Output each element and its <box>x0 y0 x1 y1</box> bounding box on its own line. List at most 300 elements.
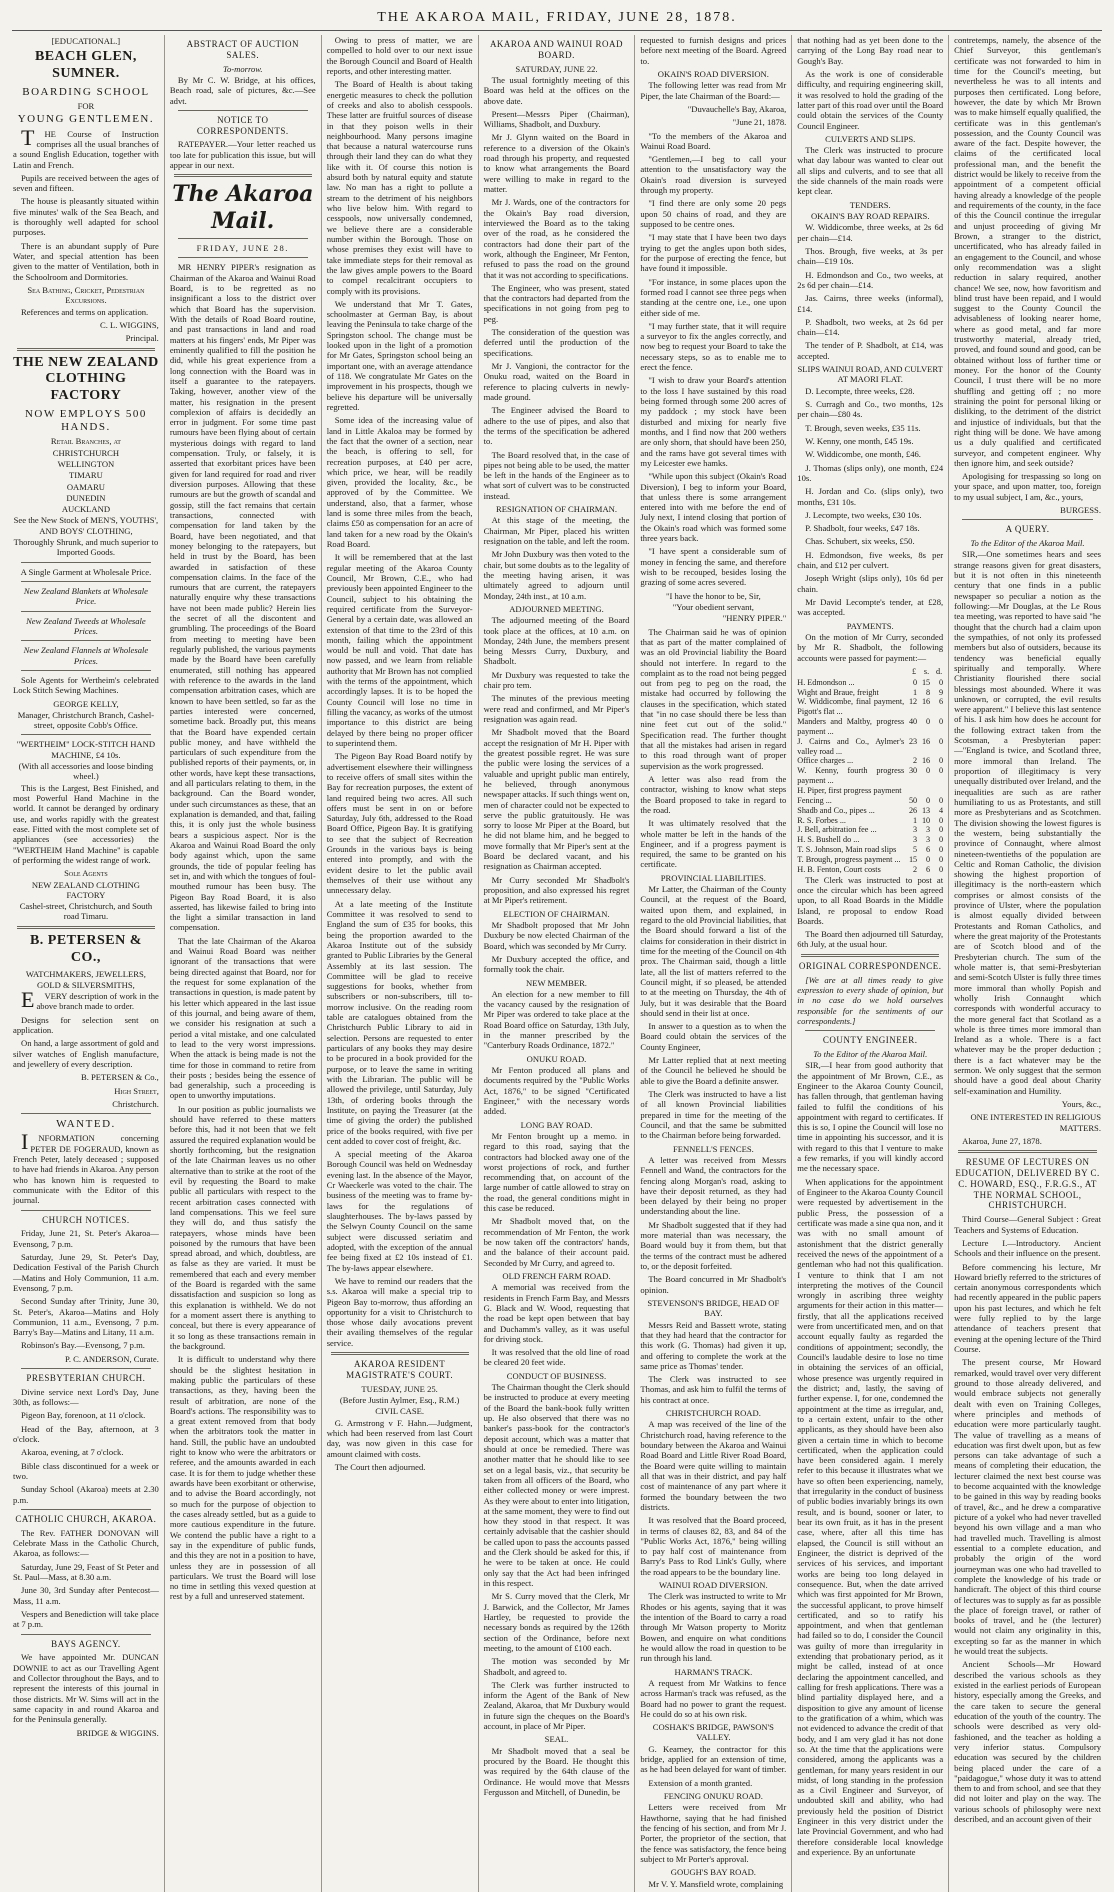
news-paragraph: A special meeting of the Akaroa Borough Council was held on Wednesday evening last. In the absence of the Mayor, Cr Waeckerle was voted to the chair. The business of the meeting was to frame by-laws for the regulations of slaughterhouses. The by-laws passed by the Selwyn County Council on the same subject were discussed seriatim and adopted, with the exception of the annual fee being fixed at £2 10s instead of £1. The by-laws appear elsewhere. <box>326 1149 473 1273</box>
section-heading: NOTICE TO CORRESPONDENTS. <box>196 114 289 136</box>
report-paragraph: The Board concurred in Mr Shadbolt's opinion. <box>640 1274 787 1295</box>
notice-line: We have appointed Mr. DUNCAN DOWNIE to act as our Travelling Agent and Collector throughout the Bays, and to represent the interests of this journal in those districts. Mr W. Sims will act in the same capacity in and round Akaroa and for the Peninsula generally. <box>13 1652 159 1725</box>
letter-paragraph: "I have spent a considerable sum of money in fencing the same, and therefore wish to be recouped, besides losing the grazing of some acres severed. <box>640 546 787 588</box>
tender-line: P. Shadbolt, four weeks, £47 18s. <box>805 523 920 534</box>
amount-cell: 0 <box>926 795 931 805</box>
notice-line: RATEPAYER.—Your letter reached us too late for publication this issue, but will appear in our next. <box>169 139 316 171</box>
amount-cell: 0 <box>939 677 944 687</box>
amount-cell: 0 <box>913 677 918 687</box>
tender-line: H. Jordan and Co. (slips only), two months, £31 10s. <box>797 486 944 507</box>
ad-line: Thoroughly Shrunk, and much superior to Imported Goods. <box>13 537 159 558</box>
letter-closing: "I have the honor to be, Sir, <box>665 590 761 601</box>
amount-cell: 16 <box>921 736 931 746</box>
signature-city: Christchurch. <box>112 1098 159 1109</box>
tender-line: Mr David Lecompte's tender, at £28, was accepted. <box>797 597 944 618</box>
amount-cell: 6 <box>939 697 944 707</box>
auction-line: By Mr C. W. Bridge, at his offices, Beach road, sale of pictures, &c.—See advt. <box>169 74 316 106</box>
report-paragraph: On the motion of Mr Curry, seconded by Mr R. Shadbolt, the following accounts were passed for payment:— <box>797 631 944 663</box>
letter-paragraph: "I may state that I have been two days trying to get the angles upon both sides, for the purpose of erecting the fence, but have found it impossible. <box>640 232 787 274</box>
school-paragraph: Sea Bathing, Cricket, Pedestrian Excursions. <box>27 284 145 306</box>
payee-cell: H. Edmondson ... <box>797 677 855 687</box>
table-row <box>797 835 943 845</box>
amount-cell: 0 <box>939 845 944 855</box>
tender-line: The tender of P. Shadbolt, at £14, was accepted. <box>797 340 944 361</box>
amount-cell: 10 <box>921 815 931 825</box>
paper-title: The Akaroa Mail. <box>172 181 314 234</box>
amount-cell: 0 <box>926 717 931 727</box>
report-paragraph: Mr John Duxbury was then voted to the chair, but some doubts as to the legality of the meeting having arisen, it was ultimately agreed to adjourn until Monday, 24th inst., at 10 a.m. <box>483 549 630 601</box>
letter-signature: ONE INTERESTED IN RELIGIOUS MATTERS. <box>970 1112 1101 1133</box>
column-6 <box>792 35 949 1892</box>
divider <box>21 1509 151 1510</box>
amount-cell: 0 <box>939 835 944 845</box>
report-paragraph: At this stage of the meeting, the Chairman, Mr Piper, placed his written resignation on the table, and left the room. <box>483 515 630 547</box>
section-heading: PRESBYTERIAN CHURCH. <box>26 1373 146 1384</box>
report-paragraph: Mr J. Wards, one of the contractors for the Okain's Bay road diversion, interviewed the Board as to the taking over of the road, as he considered the contractors had done their part of the work, although the Engineer, Mr Fenton, refused to pass the road on the ground that it was not according to specifications. <box>483 197 630 280</box>
section-heading: COUNTY ENGINEER. <box>822 1035 918 1046</box>
lecture-paragraph: Ancient Schools—Mr Howard described the various schools as they existed in the earliest periods of European history, especially among the Greeks, and the care taken to secure the general education of the youth of the country. The schools were described as very old-fashioned, and the teacher as holding a very inferior status. Compulsory education was secured by the children being placed under the care of a "paidagogue," whose duty it was to attend them to and from school, and see that they did not loiter and play on the way. The various schools of philosophy were next described, and an account given of their <box>954 1659 1101 1825</box>
amount-cell: 50 <box>908 795 918 805</box>
subheading: FENNELL'S FENCES. <box>672 1143 754 1154</box>
notice-line: The Rev. FATHER DONOVAN will Celebrate Mass in the Catholic Church, Akaroa, as follows:— <box>13 1527 159 1559</box>
report-paragraph: The Chairman said he was of opinion that as part of the matter complained of was an old Provincial liability the Board should not interfere. In regard to the complaint as to the road not being pegged out from peg to peg on the road, the mistake had occurred by following the clauses in the specification, which stated that "in no case should there be less than nine feet cut out of the solid." Specification read. The further thought that all the mistakes had arisen in regard to this road through want of proper supervision as the work progressed. <box>640 626 787 771</box>
news-paragraph: We understand that Mr T. Gates, schoolmaster at German Bay, is about leaving the Peninsula to take charge of the Springston school. The change must be looked upon in the light of a promotion for Mr Gates, Springston school being an important one, with an average attendance of 118. We congratulate Mr Gates on the improvement in his prospects, though we believe his departure will be universally regretted. <box>326 298 473 412</box>
notice-line: Divine service next Lord's Day, June 30th, as follows:— <box>13 1386 159 1408</box>
letter-paragraph: "I wish to draw your Board's attention to the loss I have sustained by this road being formed through some 200 acres of my paddock ; my stock have been disturbed and mixing for nearly five months, and I find now that 200 wethers are only shorn, that should have been 250, and the rams have got several times with my Leicester ewe hamks. <box>640 375 787 468</box>
manager-detail: Manager, Christchurch Branch, Cashel-street, opposite Cobb's Office. <box>17 709 155 731</box>
table-row <box>797 865 943 875</box>
payee-cell: H. Piper, first progress payment <box>797 786 902 795</box>
masthead: THE AKAROA MAIL, FRIDAY, JUNE 28, 1878. <box>12 6 1102 31</box>
column-1 <box>8 35 165 1892</box>
amount-cell: 3 <box>913 825 918 835</box>
notice-line: Friday, June 21, St. Peter's Akaroa—Evensong, 7 p.m. <box>13 1228 159 1249</box>
news-paragraph: The Board of Health is about taking energetic measures to check the pollution of creeks and also to abolish cesspools. These latter are fruitful sources of disease in that they poison wells in their neighbourhood. Many persons imagine that because a natural watercourse runs through their land they can do what they like with it. Of course this notion is absurd both by natural equity and statute law. No man has a right to pollute a stream to the detriment of his neighbors who live below him. With regard to cesspools, now universally condemned, we believe there are a considerable number within the Borough. Those on whose premises they exist will have to take immediate steps for their removal as the law gives ample powers to the Board to compel recalcitrant occupiers to comply with its provisions. <box>326 79 473 296</box>
subheading: TUESDAY, JUNE 25. <box>361 1383 438 1394</box>
subheading: CHRISTCHURCH ROAD. <box>665 1408 761 1419</box>
school-paragraph: THE Course of Instruction comprises all the usual branches of a sound English Education, together with Latin and French. <box>13 124 159 170</box>
ad-line: A Single Garment at Wholesale Price. <box>20 566 152 577</box>
subheading: ONUKU ROAD. <box>526 1053 587 1064</box>
amount-cell <box>930 786 943 796</box>
payee-cell: H. S. Bushell do ... <box>797 835 860 845</box>
table-row <box>797 737 943 757</box>
beach-glen-heading: BEACH GLEN, SUMNER. <box>34 49 137 82</box>
divider <box>174 174 312 177</box>
subheading: CIVIL CASE. <box>375 1406 425 1417</box>
subheading: ELECTION OF CHAIRMAN. <box>503 908 610 919</box>
amount-cell: 0 <box>939 864 944 874</box>
report-paragraph: Extension of a month granted. <box>648 1777 753 1788</box>
news-paragraph: The Pigeon Bay Road Board notify by advertisement elsewhere their willingness to receive offers of small sites within the Bay for recreation purposes, the extent of land required being two acres. All such offers must be sent in on or before Saturday, July 6th, addressed to the Road Board Office, Pigeon Bay. It is gratifying to see that the subject of Recreation Grounds in the various bays is being entered into promptly, and with the evident desire to let the public avail themselves of their use without any unnecessary delay. <box>326 751 473 896</box>
notice-line: Vespers and Benediction will take place at 7 p.m. <box>13 1608 159 1630</box>
table-header: £ <box>912 666 917 676</box>
table-row <box>797 717 943 737</box>
divider <box>21 581 151 582</box>
report-paragraph: It was resolved that the Board proceed, in terms of clauses 82, 83, and 84 of the "Public Works Act, 1876," being willing to pay half cost of maintenance from Barry's Pass to Rod Link's Gully, where the road appears to be the boundary line. <box>640 1515 787 1577</box>
editorial-paragraph: It is difficult to understand why there should be the slightest hesitation in making public the particulars of these transactions, as they, having been the result of arbitration, are none of the Board's actions. The responsibility was to a great extent removed from that body when the arbitrators took the matter in hand. Still, the public have an undoubted right to know who were the arbitrators or referee, and the amounts awarded in each case. It is for them to judge whether these awards have been exorbitant or otherwise, and to advise the Board accordingly, not so much for the purpose of objection to the cases already settled, but as a guide to more cautious expenditure in the future. We contend the public have a right to a say in the expenditure of public funds, and this they are not in a position to have, unless they are in possession of all particulars. We trust the Board will lose no time in settling this vexed question at rest by a full and unreserved statement. <box>169 1354 316 1602</box>
subheading: SATURDAY, JUNE 22. <box>515 63 598 74</box>
petersen-paragraph: EVERY description of work in the above branch made to order. <box>21 987 159 1013</box>
news-paragraph: We have to remind our readers that the s.s. Akaroa will make a special trip to Pigeon Bay to-morrow, thus affording an opportunity for a visit to Christchurch to those whose daily avocations prevent their availing themselves of the regular service. <box>326 1275 473 1348</box>
news-paragraph: Some idea of the increasing value of land in Little Akaloa may be formed by the fact that the owner of a section, near the beach, is offering to sell, for recreation purposes, at £40 per acre, which price, we hear, will be readily given, provided the locality, &c., be approved of by the Committee. We understand, also, that a farmer, whose land is some three miles from the beach, claims £50 as compensation for an acre of land taken for a new road by the Okain's Road Board. <box>326 415 473 549</box>
factory-name: NEW ZEALAND CLOTHING FACTORY <box>31 879 141 900</box>
payee-cell: Manders and Maltby, progress payment ... <box>797 717 905 736</box>
report-paragraph: A map was received of the line of the Christchurch road, having reference to the boundary between the Akaroa and Wainui Road Board and Little River Road Board, the Board were quite willing to maintain all that was in their district, and pay half cost of maintenance of any part where it formed the boundary between the two districts. <box>640 1419 787 1512</box>
report-paragraph: Letters were received from Mr Hawthorne, saying that he had finished the fencing of his section, and from Mr J. Porter, the proprietor of the section, that the fence was satisfactory, the fence being subject to Mr Porter's approval. <box>640 1802 787 1864</box>
amount-cell: 0 <box>926 854 931 864</box>
subheading: SEAL. <box>544 1734 569 1745</box>
section-heading: BAYS AGENCY. <box>51 1638 121 1649</box>
amount-cell: 6 <box>926 864 931 874</box>
divider <box>17 926 155 929</box>
notice-line: Pigeon Bay, forenoon, at 11 o'clock. <box>21 1410 146 1421</box>
report-paragraph: Mr Shadbolt moved that a seal be procured by the Board. He thought this was required by the 64th clause of the Ordinance. He would move that Messrs Fergusson and Mitchell, of Dunedin, be <box>483 1745 630 1797</box>
payee-cell: Office charges ... <box>797 756 854 766</box>
report-paragraph: It was resolved that the old line of road be cleared 20 feet wide. <box>483 1347 630 1368</box>
table-row <box>797 806 943 816</box>
amount-cell: 15 <box>908 854 918 864</box>
branch-item: DUNEDIN <box>66 492 106 503</box>
report-paragraph: The minutes of the previous meeting were read and confirmed, and Mr Piper's resignation was again read. <box>483 693 630 725</box>
report-paragraph: G. Kearney, the contractor for this bridge, applied for an extension of time, as he had been delayed for want of timber. <box>640 1743 787 1775</box>
section-heading: AKAROA RESIDENT MAGISTRATE'S COURT. <box>346 1359 454 1380</box>
report-paragraph: The following letter was read from Mr Piper, the late Chairman of the Board:— <box>640 80 787 101</box>
divider <box>21 562 151 563</box>
letter-paragraph: "To the members of the Akaroa and Wainui Road Board. <box>640 130 787 151</box>
branch-item: WELLINGTON <box>57 458 115 469</box>
table-row <box>797 855 943 865</box>
tender-line: J. Lecompte, two weeks, £30 10s. <box>805 509 922 520</box>
subheading: CONDUCT OF BUSINESS. <box>506 1370 607 1381</box>
payee-cell: H. B. Fenton, Court costs <box>797 864 881 874</box>
section-heading: AKAROA AND WAINUI ROAD BOARD. <box>489 39 624 60</box>
payee-cell: T. Brough, progress payment ... <box>797 854 901 864</box>
letter-signature: "HENRY PIPER." <box>722 613 787 624</box>
divider <box>178 257 308 258</box>
divider <box>17 348 155 351</box>
tender-line: P. Shadbolt, two weeks, at 2s 6d per chain—£14. <box>797 316 944 338</box>
school-paragraph: There is an abundant supply of Pure Water, and special attention has been given to the matter of Ventilation, both in the Schoolroom and Dormitories. <box>13 240 159 282</box>
editorial-note: [We are at all times ready to give expression to every shade of opinion, but in no case do we hold ourselves responsible for the sentiments of our correspondents.] <box>797 974 944 1026</box>
letter-paragraph: "For instance, in some places upon the formed road I cannot see three pegs when standing at the centre one, i.e., one upon either side of me. <box>640 276 787 318</box>
column-5 <box>635 35 792 1892</box>
table-header <box>797 666 904 678</box>
amount-cell: 0 <box>939 795 944 805</box>
amount-cell: 9 <box>939 687 944 697</box>
report-paragraph: A letter was received from Messrs Fennell and Wand, the contractors for the fencing along Morgan's road, asking to have their deposit returned, as they had been delayed by their being no proper understanding about the line. <box>640 1154 787 1217</box>
report-paragraph: Mr S. Curry moved that the Clerk, Mr J. Barwick, and the Collector, Mr James Hartley, be requested to provide the necessary bonds as required by the 126th section of the Ordinance, before next meeting, to the amount of £100 each. <box>483 1591 630 1653</box>
amount-cell: 0 <box>939 717 944 727</box>
amount-cell: 3 <box>926 825 931 835</box>
table-header: d. <box>936 666 943 676</box>
amount-cell: 1 <box>913 687 918 697</box>
editorial-paragraph: In our position as public journalists we should have referred to these matters before this, had it not been that we felt assured the required explanation would be shortly forthcoming, but the resignation of the late Chairman leaves us no other alternative than to strike at the root of the evil by requesting the Board to make public all particulars with respect to the recent arbitration cases connected with land compensations. This we feel sure they will do, and thus satisfy the ratepayers, whose minds have been poisoned by the rumours that have been spread abroad, and which, doubtless, are as false as they are varied. It must be remembered that each and every member of the Board is regarded with the same dissatisfaction and suspicion so long as this explanation is withheld. We do not for a moment assert there is anything to conceal, but there is every appearance of it so long as these transactions remain in the background. <box>169 1103 316 1351</box>
report-paragraph: Mr Shadbolt suggested that if they had more material than was necessary, the Board would buy it from them, but that the terms of the contract must be adhered to, or the deposit forfeited. <box>640 1219 787 1271</box>
subheading: HARMAN'S TRACK. <box>674 1666 753 1677</box>
subheading: WAINUI ROAD DIVERSION. <box>659 1580 768 1591</box>
amount-cell: 0 <box>939 736 944 746</box>
ad-line: Sole Agents for Wertheim's celebrated Lock Stitch Sewing Machines. <box>13 674 159 696</box>
table-row <box>797 678 943 688</box>
divider <box>21 1634 151 1635</box>
report-paragraph: The usual fortnightly meeting of this Board was held at the offices on the above date. <box>483 74 630 106</box>
table-row <box>797 816 943 826</box>
amount-cell: 0 <box>939 756 944 766</box>
section-heading: ORIGINAL CORRESPONDENCE. <box>798 960 942 971</box>
payee-cell: Wight and Braue, freight <box>797 687 879 697</box>
divider <box>21 611 151 612</box>
notice-line: Akaroa, evening, at 7 o'clock. <box>21 1447 124 1458</box>
amount-cell: 0 <box>926 766 931 776</box>
manager-name: GEORGE KELLY, <box>53 698 119 709</box>
divider <box>331 1352 469 1355</box>
payee-cell: W. Kenny, fourth progress payment ... <box>797 766 905 786</box>
letter-paragraph: "While upon this subject (Okain's Road Diversion), I beg to inform your Board, that unless there is some arrangement entered into with me before the end of July next, I intend closing that portion of the Okain's road which was formed some three years back. <box>640 471 787 544</box>
report-paragraph: The Clerk was instructed to procure what day labour was wanted to clear out all slips and culverts, and to see that all the side channels of the main roads were kept clear. <box>797 145 944 197</box>
letter-paragraph: When applications for the appointment of Engineer to the Akaroa County Council were requested by advertisement in the public Press, the possession of a certificate was made a sine qua non, and it was with no small amount of astonishment that the district generally received the news of the appointment of a gentleman who had not this qualification. I venture to think that I am not interpreting the motives of the Council wrongly in ascribing three weighty arguments for their action in this matter—firstly, that all the applications received were from uncertificated men, and on that account equally faulty as regarded the conditions of appointment; secondly, the Council's laudable desire to lose no time in obtaining the services of an official, whose presence was urgently required in the district; and, lastly, the saving of further expense. I, for one, condemned the appointment at the time as irregular, and, to a certain extent, unfair to the other applicants, as they should have been also given a certain time in which to become certificated, when the application could have been considered again. I merely refer to this because it illustrates what we have so often been experiencing, namely, that irregularity in the conduct of business of public bodies invariably brings its own result, and is bound, sooner or later, to bear its own fruit, as it has in the present case, where, after all this time has elapsed, the Council is still without an Engineer, the district is deprived of the services of his services, and important works are being too long delayed in consequence. But, when the date arrived which was first appointed for Mr Brown, the successful applicant, to prove himself certificated, and so to ratify his appointment, and when that gentleman had failed so to do, I consider the Council was guilty of more than irregularity in extending that probationary period, as it might be called, instead of at once declaring the appointment cancelled, and calling for fresh applications. There was a blind partiality displayed here, and a disposition to give any amount of license to the gratification of a whim, which was not evidenced to advance the credit of that body, and I am very glad it has not done so. At the time that the applications were considered, among the applicants was a gentleman, for many years resident in our midst, of long standing in the profession as a Civil Engineer and Surveyor, of undoubted skill and ability, who had previously held the position of District Engineer in this very district under the late Provincial Government, and who had therefore considerable local knowledge and experience. By an unfortunate <box>797 1176 944 1857</box>
payments-body <box>797 678 943 875</box>
tender-line: Jas. Cairns, three weeks (informal), £14. <box>797 293 944 314</box>
report-paragraph: Mr Fenton brought up a memo. in regard to this road, saying that the contractors had blocked away one of the worst projections of rock, and further recommending that, on account of the large number of cattle allowed to stray on the road, the general conditions might in this case be reduced. <box>483 1130 630 1214</box>
subheading: OKAIN'S ROAD DIVERSION. <box>657 68 769 79</box>
amount-cell: 0 <box>939 825 944 835</box>
table-row <box>797 688 943 698</box>
amount-cell: 26 <box>908 805 918 815</box>
for-label: FOR <box>77 101 95 112</box>
amount-cell: 12 <box>908 697 918 707</box>
school-paragraph: Pupils are received between the ages of seven and fifteen. <box>13 172 159 194</box>
boarding-heading: BOARDING SCHOOL <box>22 85 150 98</box>
table-row <box>797 845 943 855</box>
table-header: s. <box>923 666 930 676</box>
amount-cell: 1 <box>913 815 918 825</box>
divider <box>21 734 151 735</box>
ad-line: New Zealand Tweeds at Wholesale Prices. <box>26 615 146 636</box>
amount-cell: 3 <box>926 835 931 845</box>
notice-line: Second Sunday after Trinity, June 30, St. Peter's, Akaroa—Matins and Holy Communion, 11 a.m., Evensong, 7 p.m. Barry's Bay—Matins and Litany, 11 a.m. <box>13 1296 159 1338</box>
subheading: To-morrow. <box>222 63 263 74</box>
lecture-course: Third Course—General Subject : Great Teachers and Systems of Education. <box>954 1214 1101 1235</box>
section-heading: RESUME OF LECTURES ON EDUCATION, DELIVERED BY C. C. HOWARD, ESQ., F.R.G.S., AT THE NORMAL SCHOOL, CHRISTCHURCH. <box>955 1157 1100 1211</box>
letter-closing: Yours, &c., <box>1061 1099 1101 1110</box>
amount-cell: 15 <box>921 677 931 687</box>
column-7 <box>949 35 1106 1892</box>
news-paragraph: It will be remembered that at the last regular meeting of the Akaroa County Council, Mr Brown, C.E., who had previously been appointed Engineer to the Council, subject to his obtaining the required certificate from the Surveyor-General by a certain date, was allowed an extension of that time to the 23rd of this month, failing which the appointment would be null and void. That date has now passed, and we learn from reliable authority that Mr Brown has not complied with the terms of the appointment, which accordingly lapses. It is to be hoped the County Council will lose no time in filling the vacancy, as works of the utmost importance to this district are being delayed by there being no proper officer to superintend them. <box>326 552 473 748</box>
amount-cell: 2 <box>913 864 918 874</box>
amount-cell: 0 <box>939 854 944 864</box>
signature-address: High Street, <box>114 1085 159 1096</box>
amount-cell: 16 <box>921 756 931 766</box>
notice-line: Head of the Bay, afternoon, at 3 o'clock. <box>13 1423 159 1445</box>
report-paragraph: In answer to a question as to when the Board could obtain the services of the County Engineer, <box>640 1021 787 1052</box>
report-paragraph: Mr J. Glynn waited on the Board in reference to a diversion of the Okain's road through his property, and requested to know what arrangements the Board were willing to make in regard to the matter. <box>483 132 630 195</box>
amount-cell: 0 <box>939 766 944 776</box>
report-paragraph: The Board then adjourned till Saturday, 6th July, at the usual hour. <box>797 929 944 950</box>
retail-line: Retail Branches, at <box>50 436 121 447</box>
amount-cell: 5 <box>913 845 918 855</box>
subheading: TENDERS. <box>849 199 891 210</box>
petersen-sub: WATCHMAKERS, JEWELLERS, GOLD & SILVERSMITHS, <box>25 969 146 990</box>
signature: C. L. WIGGINS, <box>100 319 159 330</box>
report-paragraph: Mr Duxbury was requested to take the chair pro tem. <box>483 669 630 691</box>
news-paragraph: Owing to press of matter, we are compelled to hold over to our next issue the Borough Council and Board of Health reports, and other interesting matter. <box>326 35 473 76</box>
subheading: PROVINCIAL LIABILITIES. <box>660 872 766 883</box>
subheading: GOUGH'S BAY ROAD. <box>670 1867 756 1878</box>
letter-paragraph: "I may further state, that it will require a surveyor to fix the angles correctly, and now beg to request your Board to take the necessary steps, so as to enable me to erect the fence. <box>640 320 787 373</box>
machine-heading: "WERTHEIM" LOCK-STITCH HAND MACHINE, £4 10s. <box>16 739 156 760</box>
report-paragraph: The Chairman thought the Clerk should be instructed to produce at every meeting of the Board the bank-book fully written up. He also observed that there was no banker's pass-book for the contractor's deposit account, which was a matter that should at once be remedied. There was another matter that he should like to see set on a legal basis, viz., that security be taken from all officers of the Board, who either collected money or were imprest. As they were about to enter into litigation, at the same moment, they were to find out how they stood in that respect. It was certainly advisable that the cashier should be called upon to pass the accounts passed and the Clerk should be asked for this, if he were to be taken at once. He could only say that the Act had been infringed in this respect. <box>483 1382 630 1589</box>
report-paragraph: A request from Mr Watkins to fence across Harman's track was refused, as the Board had no power to grant the request. He could do so at his own risk. <box>640 1677 787 1719</box>
payee-cell: J. Cairns and Co., Aylmer's valley road ... <box>797 736 905 756</box>
editorial-paragraph: MR HENRY PIPER's resignation as Chairman of the Akaroa and Wainui Road Board, is to be regretted as no insignificant a loss to the district over which that Board has the supervision. With the details of Road Board routine, and past transactions in land and road matters at his fingers' ends, Mr Piper was eminently qualified to fill the position he did, while his great experience from a long connection with the Board was in itself a guarantee to the ratepayers. Taking, however, another view of the matter, his resignation in the present complexion of affairs is decidedly an error in judgment. For some time past rumours have been flying about of certain mysterious doings with regard to land compensation. Truly, or falsely, it is asserted that exorbitant prices have been given for land required for road and river diversion purposes. Allowing that these rumours are but the growth of scandal and gossip, still the fact remains that certain transactions, connected with compensation for land taken by the Board, have been negotiated, and that money belonging to the ratepayers, but held in trust by the Board, has been awarded in satisfaction of these compensation claims. In the face of the rumours that are current, the ratepayers naturally enquire why these transactions have not been made public? Herein lies the secret of all the discontent and grumbling. The proceedings of the Board from meeting to meeting have been regularly published, the various payments made by the Board have been carefully enumerated, still nothing has appeared with reference to the awards in the land compensation arbitration cases, which are known to have been settled, so far as the parties interested were concerned, sometime back. Broadly put, this means that the Board have expended certain public money, and have withheld the particulars of such expenditure from the published reports of their payments, or, in other words, have kept these transactions, and all particulars relating to them, in the background. Can the Board wonder, under such circumstances as these, that an explanation is demanded, and that, failing this, it is only just the whole business bears a suspicious aspect. Nor is the Akaroa and Wainui Road Board the only body against which, upon the same grounds, the tide of popular feeling has set in, and with which the tongues of foul-mouthed rumour has been busy. The Pigeon Bay Road Board, it is also asserted, has likewise failed to bring into the light a similar transaction in land compensation. <box>169 262 316 933</box>
report-paragraph: Mr V. Y. Mansfield wrote, complaining <box>648 1878 784 1889</box>
tender-line: H. Edmondson and Co., two weeks, at 2s 6d per chain—£14. <box>797 269 944 290</box>
report-paragraph: A memorial was received from the residents in French Farm Bay, and Messrs G. Black and W. Wood, requesting that the road be kept open between that bay and Duchamm's valley, as it was useful for driving stock. <box>483 1282 630 1344</box>
letter-paragraph: SIR,—I hear from good authority that the appointment of Mr Brown, C.E., as Engineer to the Akaroa County Council, has fallen through, that gentleman having failed to fulfil the conditions of his appointment with regard to certificates. If this is so, I opine the Council will lose no time in appointing his successor, and it is with regard to this that I venture to make a few remarks, if you will kindly accord me the necessary space. <box>797 1060 944 1174</box>
letter-paragraph: "I find there are only some 20 pegs upon 50 chains of road, and they are supposed to be centre ones. <box>640 198 787 229</box>
section-heading: A QUERY. <box>1005 524 1050 535</box>
report-paragraph: It was ultimately resolved that the whole matter be left in the hands of the Engineer, and if a progress payment is required, the same to be granted on his certificate. <box>640 818 787 870</box>
tender-line: D. Lecompte, three weeks, £28. <box>805 385 915 396</box>
ad-line: See the New Stock of MEN'S, YOUTHS', AND BOYS' CLOTHING, <box>13 515 159 536</box>
signature: B. PETERSEN & Co., <box>81 1072 159 1083</box>
tender-line: W. Widdicombe, three weeks, at 2s 6d per chain—£14. <box>797 222 944 243</box>
report-paragraph: An election for a new member to fill the vacancy caused by the resignation of Mr Piper was ordered to take place at the Road Board office on Saturday, 13th July, in the manner prescribed by the "Canterbury Roads Ordinance, 1872." <box>483 988 630 1051</box>
report-paragraph: The adjourned meeting of the Board took place at the offices, at 10 a.m. on Monday, 24th June, the members present being Messrs Curry, Duxbury, and Shadbolt. <box>483 615 630 667</box>
payee-cell: T. S. Johnson, Main road slips <box>797 845 897 855</box>
report-paragraph: that nothing had as yet been done to the carrying of the Long Bay road near to Gough's Bay. <box>797 35 944 66</box>
payee-cell: Shadb and Co., pipes ... <box>797 805 875 815</box>
section-heading: CHURCH NOTICES. <box>42 1214 130 1225</box>
report-paragraph: The Clerk was further instructed to inform the Agent of the Bank of New Zealand, Akaroa, that Mr Duxbury would in future sign the cheques on the Board's account, in place of Mr Piper. <box>483 1679 630 1732</box>
branch-item: TIMARU <box>68 470 103 481</box>
table-header-row <box>797 666 943 678</box>
subheading: LONG BAY ROAD. <box>520 1119 593 1130</box>
report-paragraph: Mr Shadbolt proposed that Mr John Duxbury be now elected Chairman of the Board, which was seconded by Mr Curry. <box>483 919 630 951</box>
report-paragraph: Mr Fenton produced all plans and documents required by the "Public Works Act, 1876," to be signed "Certificated Engineer," with the necessary words added. <box>483 1065 630 1117</box>
letter-addressee: To the Editor of the Akaroa Mail. <box>970 538 1085 549</box>
amount-cell <box>904 786 917 796</box>
lecture-paragraph: The present course, Mr Howard remarked, would travel over very different ground to those already delivered, and would embrace subjects not generally dealt with even on Training Colleges, where principles and methods of education were more particularly taught. The value of travelling as a means of education was first dwelt upon, but as few persons can take advantage of such a means of completing their education, the lecturer claimed the next best course was to become acquainted with the knowledge to be gained in this way by reading books of travel, &c., and he drew a comparative picture of a yokel who had never travelled beyond his own village and a man who had travelled much. Travelling is almost essential to a complete education, and probably the origin of the word journeyman was one who had travelled to complete the knowledge of his trade or handicraft. The object of this third course of lectures was to supply as far as possible the place of foreign travel, or rather of books of travel, and he (the lecturer) would not claim any originality in this, excepting so far as the manner in which he would treat the subjects. <box>954 1357 1101 1657</box>
report-paragraph: The Clerk was instructed to write to Mr Rhodes or his agents, saying that it was the intention of the Board to carry a road through Mr Watson property to Moritz Bowen, and enquire on what conditions he would allow the road in question to be run through his land. <box>640 1591 787 1664</box>
subheading: RESIGNATION OF CHAIRMAN. <box>495 504 618 515</box>
tender-line: H. Edmondson, five weeks, 8s per chain, and £12 per culvert. <box>797 549 944 571</box>
subheading: OLD FRENCH FARM ROAD. <box>502 1270 611 1281</box>
columns <box>8 35 1106 1889</box>
divider <box>21 1113 151 1114</box>
divider <box>178 238 308 239</box>
notice-line: Saturday, June 29, Feast of St Peter and St. Paul—Mass, at 8.30 a.m. <box>13 1561 159 1583</box>
dateline: FRIDAY, JUNE 28. <box>196 243 289 254</box>
letter-closing: "Your obedient servant, <box>672 601 754 612</box>
amount-cell: 3 <box>913 835 918 845</box>
amount-cell: 30 <box>908 766 918 776</box>
petersen-heading: B. PETERSEN & CO., <box>29 932 142 965</box>
tender-line: S. Curragh and Co., two months, 12s per chain—£80 4s. <box>797 399 944 420</box>
report-paragraph: The Clerk was instructed to have a list of all known Provincial liabilities prepared in time for the meeting of the Council, and that the same be submitted to the Chairman before being forwarded. <box>640 1089 787 1141</box>
signature: P. C. ANDERSON, Curate. <box>65 1353 159 1364</box>
report-paragraph: Present—Messrs Piper (Chairman), Williams, Shadbolt, and Duxbury. <box>483 108 630 130</box>
payee-cell: W. Widdicombe, final payment, Pigott's flat ... <box>797 697 905 717</box>
payee-cell: Fencing ... <box>797 795 832 805</box>
report-paragraph: The Engineer advised the Board to adhere to the use of pipes, and also that the terms of the specification be adhered to. <box>483 405 630 447</box>
school-paragraph: The house is pleasantly situated within five minutes' walk of the Sea Beach, and is thoroughly well adapted for school purposes. <box>13 196 159 238</box>
tender-line: J. Thomas (slips only), one month, £24 10s. <box>797 462 944 483</box>
divider <box>801 954 939 957</box>
letter-address: "Duvauchelle's Bay, Akaroa, <box>687 103 787 114</box>
subheading: STEVENSON'S BRIDGE, HEAD OF BAY. <box>647 1297 780 1319</box>
amount-cell: 4 <box>939 805 944 815</box>
subheading: (Before Justin Aylmer, Esq., R.M.) <box>339 1394 460 1405</box>
amount-cell: 13 <box>921 805 931 815</box>
report-paragraph: Messrs Reid and Bassett wrote, stating that they had heard that the contractor for this work (G. Thomas) had given it up, and offering to complete the work at the same price as Thomas' tender. <box>640 1319 787 1371</box>
report-paragraph: Mr Shadbolt moved that the Board accept the resignation of Mr H. Piper with the greatest possible regret. He was sure the public were losing the services of a valuable and upright public man entirely, he believed, through anonymous newspaper attacks. If such things went on, men of character could not be expected to serve the public gratuitously. He was sorry to loose Mr Piper at the Board, but he did not blame him, and he begged to move formally that Mr Piper's sent at the Board be declared vacant, and his resignation as Chairman accepted. <box>483 727 630 872</box>
tender-line: Chas. Schubert, six weeks, £50. <box>805 536 915 547</box>
divider <box>958 1150 1097 1153</box>
column-3 <box>322 35 479 1892</box>
branch-item: AUCKLAND <box>61 504 111 515</box>
report-paragraph: requested to furnish designs and prices before next meeting of the Board. Agreed to. <box>640 35 787 66</box>
wanted-heading: WANTED. <box>56 1118 116 1131</box>
section-heading: ABSTRACT OF AUCTION SALES. <box>186 39 299 60</box>
section-heading: CATHOLIC CHURCH, AKAROA. <box>15 1513 157 1524</box>
letter-paragraph: SIR,—One sometimes hears and sees strange reasons given for great disasters, but it is not often in this nineteenth century that one finds in a public newspaper so peculiar a notion as the following:—Mr Douglas, at the Le Rous tea meeting, was reported to have said "he thought that the church had a claim upon the sympathies, of not only its professed members but also of outsiders, because its tendency was beneficial equally spiritually and temporally. Where Christianity flourished there social blessings most abounded. Where it was unknown, or corrupted, the evil results were apparent." I believe this last sentence of his. I ask him how does he account for the following extract taken from the Scotsman, a Presbyterian paper:—"England is twice, and Scotland three, more immoral than Ireland. The proportion of illegitimacy is very unequally distributed over Ireland, and the inequalities are such as are rather humiliating to us as Protestants, and still more as Presbyterians and as Scotchmen. The division showing the lowest figures is the western, being substantially the province of Connaught, where almost nineteen-twentieths of the population are Celtic and Roman Catholic, the division showing the highest proportion of illegitimacy is the north-eastern which comprises or almost consists of the province of Ulster, where the population is almost equally divided between Protestants and Roman Catholics, and where the great majority of the Protestants are of Scotch blood and of the Presbyterian church. The sum of the whole matter is, that semi-Presbyterian and semi-Scotch Ulster is fully three times more immoral than wholly Popish and wholly Irish Connaught which corresponds with wonderful accuracy to the more general fact that Scotland as a whole is three times more immoral than Ireland as a whole. There is a fact whatever may be the proper deduction ; there is a fact whatever may be the sermon. We only suggest that the sermon should have a good deal about Charity self-examination and Humility. <box>954 549 1101 1096</box>
clothing-heading: THE NEW ZEALAND CLOTHING FACTORY <box>13 354 159 404</box>
subheading: CULVERTS AND SLIPS. <box>825 133 916 144</box>
wanted-paragraph: INFORMATION concerning PETER DE FOGERAUD, known as French Peter, lately deceased ; supposed to have had friends in Akaroa. Any person who has known him is requested to communicate with the Editor of this journal. <box>13 1129 159 1206</box>
educational-label: [EDUCATIONAL.] <box>51 36 121 46</box>
subheading: ADJOURNED MEETING. <box>509 603 604 614</box>
amount-cell: 8 <box>926 687 931 697</box>
sole-agents: Sole Agents <box>64 868 108 879</box>
letter-paragraph: Apologising for trespassing so long on your space, and upon matter, too, foreign to my usual subject, I am, &c., yours, <box>954 471 1101 502</box>
tender-line: Thos. Brough, five weeks, at 3s per chain—£19 10s. <box>797 245 944 267</box>
amount-cell: 6 <box>926 845 931 855</box>
payments-table <box>797 666 943 875</box>
ad-line: New Zealand Blankets at Wholesale Price. <box>23 586 148 607</box>
news-paragraph: At a late meeting of the Institute Committee it was resolved to send to England the sum of £35 for books, this being the proportion awarded to the Akaroa Institute out of the subsidy granted to Public Libraries by the General Assembly at its last session. The Committee will be glad to receive suggestions for books, whether from subscribers or non-subscribers, till to-morrow inclusive. On the reading room table are catalogues obtained from the Christchurch Public Library to aid in selection. Persons are requested to enter particulars of any books they may desire to be procured in a book provided for the purpose, or to leave the same in writing with the Librarian. The public will be allowed the privilege, until Saturday, July 13th, of ordering books through the Institute, on paying the Treasurer (at the time of giving the order) the published price of the books required, with five per cent added to cover cost of freight, &c. <box>326 898 473 1146</box>
notice-line: Robinson's Bay.—Evensong, 7 p.m. <box>21 1340 145 1351</box>
subheading: NEW MEMBER. <box>526 977 587 988</box>
report-paragraph: The Board resolved that, in the case of pipes not being able to be used, the matter be left in the hands of the Engineer as to what sort of culvert was to be constructed instead. <box>483 449 630 501</box>
machine-sub: (With all accessories and loose binding wheel.) <box>18 761 154 782</box>
table-row <box>797 697 943 717</box>
lecture-paragraph: Before commencing his lecture, Mr Howard briefly referred to the strictures of certain anonymous correspondents which had recently appeared in the public papers upon his past lectures, and which he felt were fully replied to by the large attendance of teachers present that evening at the opening lecture of the Third Course. <box>954 1261 1101 1355</box>
report-paragraph: The Engineer, who was present, stated that the contractors had departed from the specifications in not going from peg to peg. <box>483 282 630 324</box>
letter-addressee: To the Editor of the Akaroa Mail. <box>813 1048 928 1059</box>
amount-cell: 40 <box>908 717 918 727</box>
divider <box>21 1368 151 1369</box>
tender-line: Joseph Wright (slips only), 10s 6d per chain. <box>797 573 944 594</box>
amount-cell: 0 <box>939 815 944 825</box>
letter-paragraph: "Gentlemen,—I beg to call your attention to the unsatisfactory way the Okain's road diversion is surveyed through my property. <box>640 154 787 196</box>
amount-cell <box>917 786 930 796</box>
lecture-title: Lecture I.—Introductory. Ancient Schools and their influence on the present. <box>954 1237 1101 1259</box>
amount-cell: 16 <box>921 697 931 707</box>
machine-paragraph: This is the Largest, Best Finished, and most Powerful Hand Machine in the world. It cannot be deranged by ordinary use, and works rapidly with the greatest ease. Fitted with the most complete set of appliances (see accessories) the "WERTHEIM Hand Machine" is capable of performing the widest range of work. <box>13 782 159 865</box>
table-row <box>797 766 943 786</box>
young-gentlemen: YOUNG GENTLEMEN. <box>17 113 155 126</box>
petersen-paragraph: On hand, a large assortment of gold and silver watches of English manufacture, and jewellery of every description. <box>13 1038 159 1069</box>
tender-line: W. Widdicombe, one month, £46. <box>805 449 921 460</box>
tender-line: T. Brough, seven weeks, £35 11s. <box>805 422 921 433</box>
column-4 <box>479 35 636 1892</box>
report-paragraph: Mr Curry seconded Mr Shadbolt's proposition, and also expressed his regret at Mr Piper's retirement. <box>483 874 630 906</box>
column-2 <box>165 35 322 1892</box>
table-row <box>797 756 943 766</box>
report-paragraph: As the work is one of considerable difficulty, and requiring engineering skill, it was resolved to hold the grading of the latter part of this road over until the Board could obtain the services of the County Council Engineer. <box>797 68 944 131</box>
